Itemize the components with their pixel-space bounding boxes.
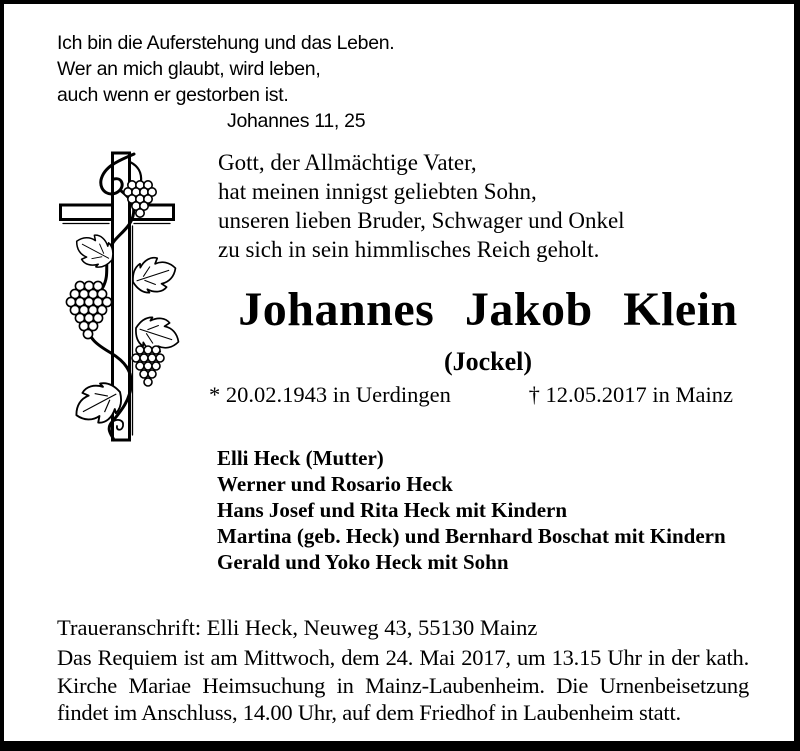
mourning-address: Traueranschrift: Elli Heck, Neuweg 43, 55130 Mainz <box>57 615 538 640</box>
mourner-line: Gerald und Yoko Heck mit Sohn <box>217 550 509 574</box>
mourner-line: Hans Josef und Rita Heck mit Kindern <box>217 498 568 522</box>
scripture-attribution: Johannes 11, 25 <box>227 110 366 132</box>
announcement-line: unseren lieben Bruder, Schwager und Onkel <box>218 208 625 233</box>
service-info: Das Requiem ist am Mittwoch, dem 24. Mai 2017, um 13.15 Uhr in der kath. Kirche Mariae Heimsuchung in Mainz-Laubenheim. Die Urnenbeisetzung findet im Anschluss, 14.00 Uhr, auf dem Friedhof in Laubenheim statt. <box>57 645 749 725</box>
announcement-line: hat meinen innigst geliebten Sohn, <box>218 179 537 204</box>
death-date: † 12.05.2017 in Mainz <box>528 382 733 407</box>
grape-cluster <box>66 281 111 338</box>
scripture-quote <box>57 30 394 134</box>
scripture-line: Wer an mich glaubt, wird leben, <box>57 58 321 80</box>
cross-grapevine-illustration <box>54 138 186 444</box>
scripture-line: auch wenn er gestorben ist. <box>57 84 289 106</box>
life-dates <box>209 381 733 409</box>
announcement-line: zu sich in sein himmlisches Reich geholt. <box>218 237 600 262</box>
mourner-line: Elli Heck (Mutter) <box>217 446 384 470</box>
deceased-nickname: (Jockel) <box>443 347 533 376</box>
mourner-line: Martina (geb. Heck) und Bernhard Boschat mit Kindern <box>217 524 726 548</box>
birth-date: * 20.02.1943 in Uerdingen <box>209 382 451 407</box>
deceased-name: Johannes Jakob Klein <box>238 283 738 336</box>
announcement-text <box>218 148 625 264</box>
mourners-list <box>217 445 726 575</box>
grape-cluster <box>132 346 164 386</box>
mourner-line: Werner und Rosario Heck <box>217 472 453 496</box>
announcement-line: Gott, der Allmächtige Vater, <box>218 150 477 175</box>
scripture-line: Ich bin die Auferstehung und das Leben. <box>57 32 395 54</box>
